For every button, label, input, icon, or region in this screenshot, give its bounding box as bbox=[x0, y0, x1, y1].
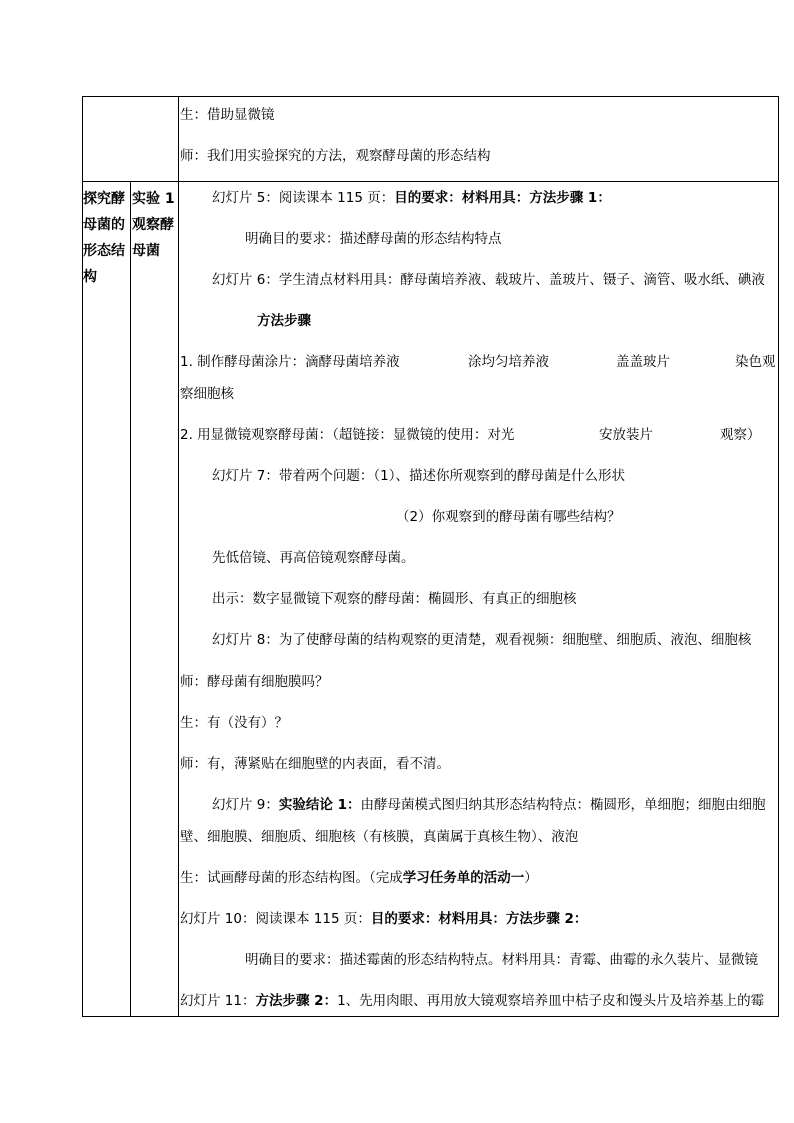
task-sheet-bold-text: 学习任务单的活动一 bbox=[402, 870, 525, 886]
top-row-line-1: 生：借助显微镜 bbox=[180, 107, 275, 123]
conclusion-bold-text: 实验结论 1： bbox=[278, 797, 361, 813]
content-line bbox=[212, 796, 765, 814]
column-divider-1 bbox=[130, 181, 131, 1017]
content-line: 幻灯片 8：为了使酵母菌的结构观察的更清楚，观看视频：细胞壁、细胞质、液泡、细胞核 bbox=[212, 632, 752, 648]
slide11-bold-text: 方法步骤 2： bbox=[255, 993, 338, 1009]
content-heading bbox=[257, 312, 311, 330]
content-line: 安放装片 bbox=[599, 427, 653, 443]
content-line: 幻灯片 6：学生清点材料用具：酵母菌培养液、载玻片、盖玻片、镊子、滴管、吸水纸、碘液 bbox=[212, 272, 765, 288]
content-line: （2）你观察到的酵母菌有哪些结构？ bbox=[396, 509, 621, 525]
content-line: 幻灯片 7：带着两个问题：（1）、描述你所观察到的酵母菌是什么形状 bbox=[212, 468, 625, 484]
experiment-label-line: 实验 1 bbox=[132, 191, 175, 207]
experiment-label bbox=[132, 186, 178, 264]
table-bottom-border bbox=[82, 1016, 779, 1017]
slide11-rest-text: 1、先用肉眼、再用放大镜观察培养皿中桔子皮和馒头片及培养基上的霉 bbox=[337, 993, 765, 1009]
content-line: 2. 用显微镜观察酵母菌：（超链接：显微镜的使用：对光 bbox=[180, 427, 515, 443]
slide5-text: 幻灯片 5：阅读课本 115 页： bbox=[212, 190, 395, 206]
slide9-text: 幻灯片 9： bbox=[212, 797, 279, 813]
content-line: 生：有（没有）？ bbox=[180, 715, 288, 731]
table-top-border bbox=[82, 96, 779, 97]
slide10-text: 幻灯片 10：阅读课本 115 页： bbox=[180, 911, 371, 927]
section-label bbox=[83, 186, 130, 290]
student-text-end: ） bbox=[524, 870, 538, 886]
content-line bbox=[212, 189, 611, 207]
column-divider-2 bbox=[178, 96, 179, 1017]
content-line: 涂均匀培养液 bbox=[468, 354, 549, 370]
content-line: 1. 制作酵母菌涂片：滴酵母菌培养液 bbox=[180, 354, 400, 370]
top-row-line-2: 师：我们用实验探究的方法，观察酵母菌的形态结构 bbox=[180, 148, 491, 164]
slide10-bold-text: 目的要求：材料用具：方法步骤 2： bbox=[370, 911, 588, 927]
section-label-line: 构 bbox=[83, 269, 97, 285]
content-line: 先低倍镜、再高倍镜观察酵母菌。 bbox=[212, 550, 415, 566]
content-line: 明确目的要求：描述霉菌的形态结构特点。材料用具：青霉、曲霉的永久装片、显微镜 bbox=[245, 952, 758, 968]
section-label-line: 母菌的 bbox=[83, 217, 125, 233]
content-line: 出示：数字显微镜下观察的酵母菌：椭圆形、有真正的细胞核 bbox=[212, 591, 577, 607]
content-line bbox=[180, 869, 538, 887]
content-line: 染色观 bbox=[735, 354, 776, 370]
content-line: 师：酵母菌有细胞膜吗？ bbox=[180, 674, 329, 690]
table-right-border bbox=[778, 96, 779, 1017]
method-steps-heading: 方法步骤 bbox=[257, 313, 311, 329]
section-label-line: 探究酵 bbox=[83, 191, 125, 207]
section-label-line: 形态结 bbox=[83, 243, 125, 259]
content-line bbox=[180, 992, 764, 1010]
content-line: 盖盖玻片 bbox=[616, 354, 670, 370]
experiment-label-line: 观察酵 bbox=[132, 217, 174, 233]
content-line: 观察） bbox=[720, 427, 761, 443]
experiment-label-line: 母菌 bbox=[132, 243, 160, 259]
row-divider bbox=[82, 181, 779, 182]
content-line: 壁、细胞膜、细胞质、细胞核（有核膜，真菌属于真核生物）、液泡 bbox=[180, 829, 579, 845]
content-line bbox=[180, 910, 587, 928]
content-line: 察细胞核 bbox=[180, 386, 234, 402]
student-text: 生：试画酵母菌的形态结构图。（完成 bbox=[180, 870, 403, 886]
content-line: 明确目的要求：描述酵母菌的形态结构特点 bbox=[245, 231, 502, 247]
slide5-bold-text: 目的要求：材料用具：方法步骤 1： bbox=[394, 190, 611, 206]
slide9-rest-text: 由酵母菌模式图归纳其形态结构特点：椭圆形，单细胞；细胞由细胞 bbox=[360, 797, 766, 813]
content-line: 师：有，薄紧贴在细胞壁的内表面，看不清。 bbox=[180, 756, 450, 772]
slide11-text: 幻灯片 11： bbox=[180, 993, 256, 1009]
